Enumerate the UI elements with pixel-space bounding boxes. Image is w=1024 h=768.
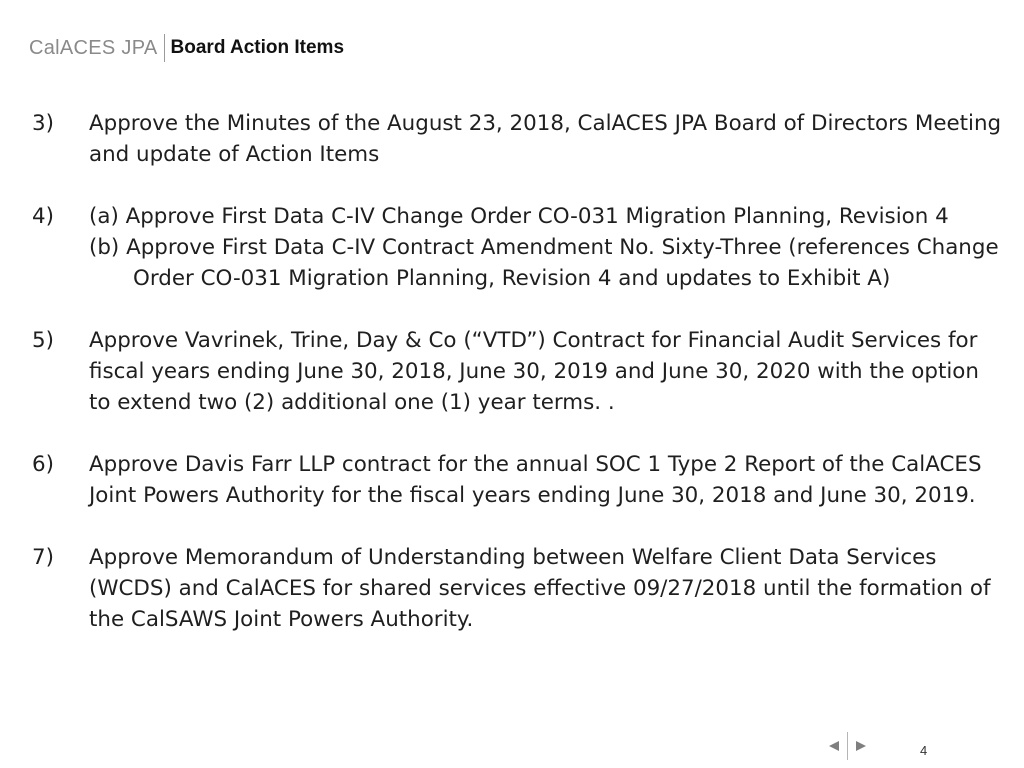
item-number: 6) [32, 452, 54, 477]
page-number: 4 [920, 743, 928, 758]
brand-name: CalACES JPA [29, 36, 158, 59]
action-item-3 [32, 108, 1002, 170]
triangle-right-icon [855, 740, 867, 752]
item-subpoint-b: (b) Approve First Data C-IV Contract Amendment No. Sixty-Three (references Change Order CO-031 Migration Planning, Revision 4 and updates to Exhibit A) [89, 235, 999, 291]
header-divider [164, 34, 165, 62]
item-subpoint-a: (a) Approve First Data C-IV Change Order CO-031 Migration Planning, Revision 4 [89, 204, 949, 229]
item-text: Approve Memorandum of Understanding between Welfare Client Data Services (WCDS) and CalACES for shared services effective 09/27/2018 until the formation of the CalSAWS Joint Powers Authority. [89, 545, 991, 632]
triangle-left-icon [828, 740, 840, 752]
item-text: Approve Vavrinek, Trine, Day & Co (“VTD”) Contract for Financial Audit Services for fiscal years ending June 30, 2018, June 30, 2019 and June 30, 2020 with the option to extend two (2) additional one (1) year terms. . [89, 328, 979, 415]
previous-slide-button[interactable] [826, 738, 842, 754]
item-text: Approve the Minutes of the August 23, 2018, CalACES JPA Board of Directors Meeting and update of Action Items [89, 111, 1002, 167]
item-text: Approve Davis Farr LLP contract for the annual SOC 1 Type 2 Report of the CalACES Joint Powers Authority for the fiscal years ending June 30, 2018 and June 30, 2019. [89, 452, 982, 508]
item-number: 3) [32, 111, 54, 136]
slide-header [29, 34, 344, 62]
action-item-4 [32, 201, 1002, 294]
item-number: 7) [32, 545, 54, 570]
slide-navigation [826, 731, 869, 761]
action-item-6 [32, 449, 1002, 511]
section-title: Board Action Items [170, 37, 345, 58]
action-item-7 [32, 542, 1002, 635]
item-number: 5) [32, 328, 54, 353]
next-slide-button[interactable] [853, 738, 869, 754]
action-items-list [32, 108, 1002, 666]
item-number: 4) [32, 204, 54, 229]
action-item-5 [32, 325, 1002, 418]
nav-divider [847, 732, 848, 760]
